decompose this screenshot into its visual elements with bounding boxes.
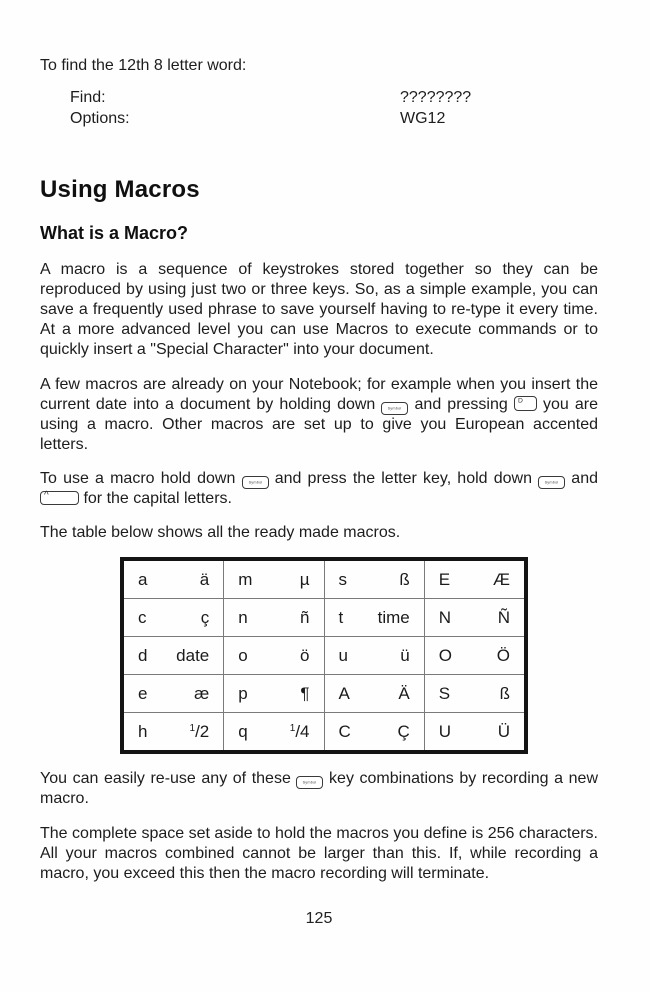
macro-table-cell xyxy=(124,637,223,674)
macro-output: Ö xyxy=(496,645,510,665)
macro-table-cell xyxy=(424,675,524,712)
macro-output: ß xyxy=(399,569,410,589)
macro-table xyxy=(120,557,528,754)
page-number: 125 xyxy=(305,910,333,927)
macro-output: ü xyxy=(400,645,410,665)
find-example-intro: To find the 12th 8 letter word: xyxy=(40,57,247,74)
macro-key-letter: p xyxy=(238,683,248,703)
macro-output: æ xyxy=(194,683,210,703)
macro-table-cell xyxy=(424,713,524,750)
options-value: WG12 xyxy=(400,110,446,127)
macro-key-letter: A xyxy=(338,683,350,703)
macro-key-letter: e xyxy=(138,683,148,703)
macro-output: ß xyxy=(499,683,510,703)
macro-table-cell xyxy=(223,713,323,750)
shift-key-icon xyxy=(40,491,79,505)
macro-table-row xyxy=(124,712,524,750)
macro-table-cell xyxy=(324,675,424,712)
key-cap-label: ^ xyxy=(44,490,49,501)
key-cap-label: Symbol xyxy=(387,406,402,411)
find-label: Find: xyxy=(70,89,106,106)
section-subtitle: What is a Macro? xyxy=(40,223,189,243)
macro-table-cell xyxy=(124,561,223,598)
macro-key-letter: u xyxy=(338,645,348,665)
macro-output: $^1$/4 xyxy=(289,721,310,741)
macro-key-letter: t xyxy=(338,607,344,627)
macro-key-letter: N xyxy=(438,607,452,627)
macro-table-cell xyxy=(124,599,223,636)
macro-table-cell xyxy=(223,675,323,712)
paragraph-how-to-use-macro: To use a macro hold down Symbol and press the letter key, hold down Symbol and ^ for the capital letters. xyxy=(40,470,598,507)
section-title: Using Macros xyxy=(40,176,200,203)
key-cap-label: Symbol xyxy=(303,780,317,785)
macro-output: Æ xyxy=(493,569,510,589)
macro-key-letter: q xyxy=(238,721,248,741)
macro-table-cell xyxy=(424,599,524,636)
table-intro: The table below shows all the ready made macros. xyxy=(40,524,401,541)
macro-table-cell xyxy=(324,713,424,750)
find-value: ???????? xyxy=(400,89,472,106)
macro-key-letter: C xyxy=(338,721,351,741)
find-example-block xyxy=(70,87,598,129)
macro-table-cell xyxy=(324,599,424,636)
example-row-find xyxy=(70,87,598,108)
macro-table-cell xyxy=(424,561,524,598)
macro-table-cell xyxy=(124,713,223,750)
macro-key-letter: n xyxy=(238,607,248,627)
d-key-icon xyxy=(514,396,537,411)
macro-output: ñ xyxy=(300,607,310,627)
macro-table-row xyxy=(124,598,524,636)
macro-output: Ä xyxy=(398,683,410,703)
macro-output: date xyxy=(176,645,210,665)
macro-output: ç xyxy=(200,607,210,627)
paragraph-macro-space-limit: The complete space set aside to hold the macros you define is 256 characters. All your macros combined cannot be larger than this. If, while recording a macro, you exceed this then the macro recording will terminate. xyxy=(40,825,598,882)
symbol-key-icon xyxy=(381,402,408,415)
macro-table-cell xyxy=(223,637,323,674)
macro-key-letter: O xyxy=(438,645,452,665)
macro-key-letter: h xyxy=(138,721,148,741)
macro-table-cell xyxy=(324,637,424,674)
macro-key-letter: s xyxy=(338,569,347,589)
macro-key-letter: a xyxy=(138,569,148,589)
macro-output: ö xyxy=(300,645,310,665)
symbol-key-icon xyxy=(242,476,269,489)
macro-key-letter: U xyxy=(438,721,452,741)
macro-output: Ü xyxy=(497,721,510,741)
key-cap-label: Symbol xyxy=(248,480,262,485)
macro-table-cell xyxy=(223,561,323,598)
macro-table-row xyxy=(124,674,524,712)
macro-key-letter: o xyxy=(238,645,248,665)
key-cap-label: Symbol xyxy=(544,480,559,485)
macro-table-cell xyxy=(124,675,223,712)
macro-output: Ñ xyxy=(497,607,510,627)
macro-key-letter: S xyxy=(438,683,451,703)
symbol-key-icon xyxy=(538,476,565,489)
macro-table-cell xyxy=(223,599,323,636)
macro-table-cell xyxy=(324,561,424,598)
macro-table-row xyxy=(124,636,524,674)
macro-key-letter: E xyxy=(438,569,451,589)
macro-output: $^1$/2 xyxy=(189,721,210,741)
macro-table-row xyxy=(124,561,524,598)
macro-output: ä xyxy=(199,569,210,589)
macro-output: time xyxy=(377,607,410,627)
macro-key-letter: c xyxy=(138,607,147,627)
paragraph-reuse-macros: You can easily re-use any of these Symbol key combinations by recording a new macro. xyxy=(40,770,598,807)
paragraph-existing-macros: A few macros are already on your Notebook; for example when you insert the current date into a document by holding down Symbol and pressing D you are using a macro. Other macros are set up to give you European accented letters. xyxy=(40,376,599,453)
macro-output: ¶ xyxy=(300,683,310,703)
options-label: Options: xyxy=(70,110,130,127)
macro-output: µ xyxy=(299,569,310,589)
macro-key-letter: m xyxy=(238,569,253,589)
symbol-key-icon xyxy=(296,776,323,789)
macro-table-cell xyxy=(424,637,524,674)
example-row-options xyxy=(70,108,598,129)
paragraph-what-is-macro: A macro is a sequence of keystrokes stored together so they can be reproduced by using just two or three keys. So, as a simple example, you can save a frequently used phrase to save yourself having to re-type it every time. At a more advanced level you can use Macros to execute commands or to quickly insert a "Special Character" into your document. xyxy=(40,261,598,358)
key-cap-label: D xyxy=(517,396,523,404)
macro-output: Ç xyxy=(397,721,410,741)
macro-key-letter: d xyxy=(138,645,148,665)
